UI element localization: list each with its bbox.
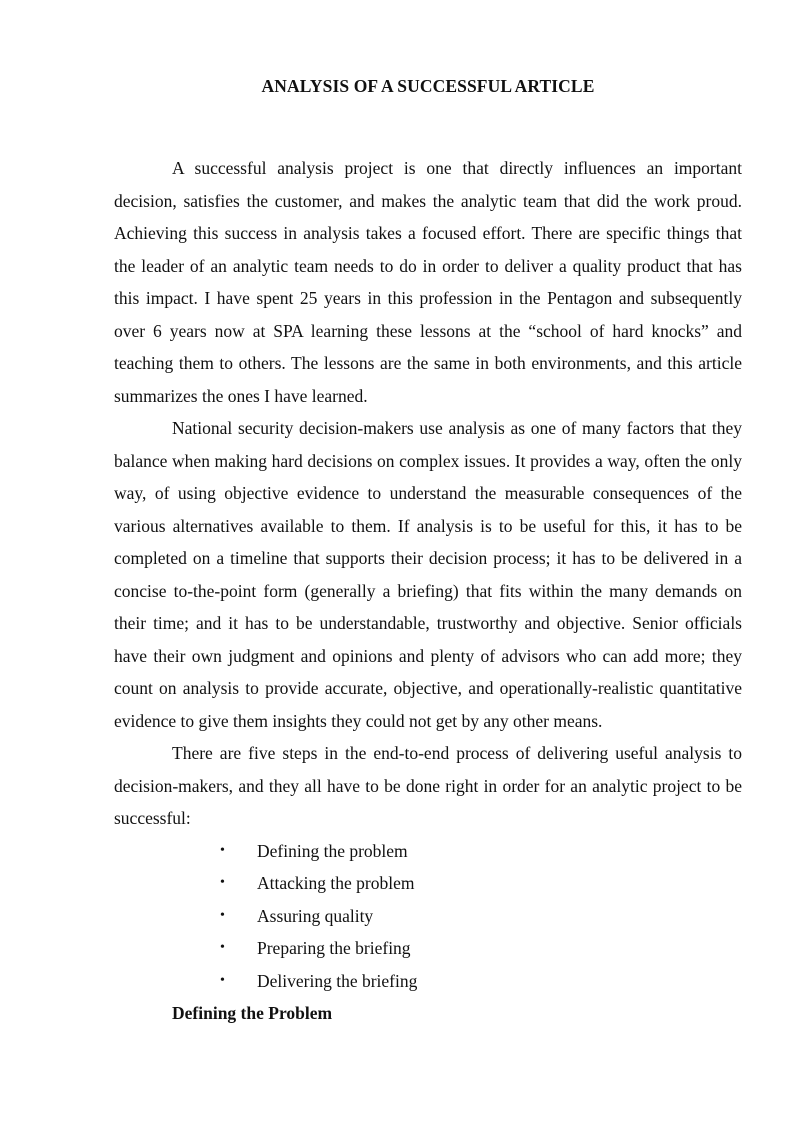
paragraph-five-steps: There are five steps in the end-to-end process of delivering useful analysis to decision-makers, and they all have to be done right in order for an analytic project to be successful:: [114, 743, 742, 828]
list-item-label: Delivering the briefing: [257, 970, 418, 991]
list-item: [114, 835, 742, 868]
list-item: [114, 867, 742, 900]
list-item-label: Attacking the problem: [257, 873, 415, 893]
bullet-icon: •: [220, 940, 225, 955]
paragraph-intro: A successful analysis project is one that directly influences an important decision, satisfies the customer, and makes the analytic team that did the work proud. Achieving this success in analysis takes a focused effort. There are specific things that the leader of an analytic team needs to do in order to deliver a quality product that has this impact. I have spent 25 years in this profession in the Pentagon and subsequently over 6 years now at SPA learning these lessons at the “school of hard knocks” and teaching them to others. The lessons are the same in both environments, and this article summarizes the ones I have learned.: [114, 158, 742, 406]
list-item-label: Assuring quality: [257, 905, 374, 926]
bullet-icon: •: [220, 875, 225, 890]
document-title: ANALYSIS OF A SUCCESSFUL ARTICLE: [261, 76, 595, 96]
list-item: [114, 900, 742, 933]
list-item: [114, 965, 742, 998]
list-item-label: Defining the problem: [257, 840, 408, 861]
bullet-icon: •: [220, 972, 225, 988]
steps-list: [114, 835, 742, 998]
paragraph-decision-makers: National security decision-makers use analysis as one of many factors that they balance when making hard decisions on complex issues. It provides a way, often the only way, of using objective evidence to understand the measurable consequences of the various alternatives available to them. If analysis is to be useful for this, it has to be completed on a timeline that supports their decision process; it has to be delivered in a concise to-the-point form (generally a briefing) that fits within the many demands on their time; and it has to be understandable, trustworthy and objective. Senior officials have their own judgment and opinions and plenty of advisors who can add more; they count on analysis to provide accurate, objective, and operationally-realistic quantitative evidence to give them insights they could not get by any other means.: [114, 418, 742, 731]
section-heading: Defining the Problem: [172, 1003, 333, 1023]
list-item: [114, 932, 742, 965]
list-item-label: Preparing the briefing: [257, 938, 411, 958]
bullet-icon: •: [220, 907, 225, 923]
document-page: [114, 74, 742, 1030]
bullet-icon: •: [220, 842, 225, 858]
